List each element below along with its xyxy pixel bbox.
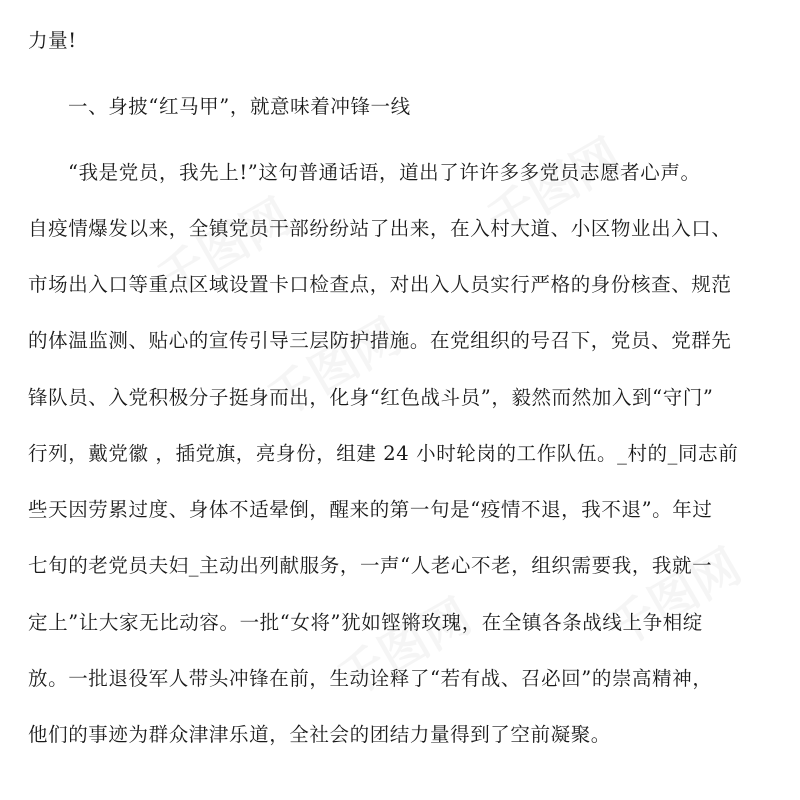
text-line: 些天因劳累过度、身体不适晕倒，醒来的第一句是“疫情不退，我不退”。年过 [28, 498, 713, 521]
watermark: 千图网 [477, 128, 631, 249]
watermark: 千图网 [147, 188, 301, 309]
text-line: “我是党员，我先上!”这句普通话语，道出了许许多多党员志愿者心声。 [68, 161, 701, 184]
watermark: 千图网 [257, 308, 411, 429]
section-heading: 一、身披“红马甲”，就意味着冲锋一线 [68, 95, 411, 118]
text-line: 放。一批退役军人带头冲锋在前，生动诠释了“若有战、召必回”的崇高精神， [28, 667, 713, 690]
text-line: 力量! [28, 29, 77, 52]
text-line: 锋队员、入党积极分子挺身而出，化身“红色战斗员”，毅然而然加入到“守门” [28, 386, 714, 409]
text-line: 自疫情爆发以来，全镇党员干部纷纷站了出来，在入村大道、小区物业出入口、 [28, 217, 732, 240]
text-line: 七旬的老党员夫妇_主动出列献服务，一声“人老心不老，组织需要我，我就一 [28, 554, 713, 577]
watermark: 千图网 [327, 588, 481, 709]
watermark: 千图网 [597, 538, 751, 659]
text-line: 他们的事迹为群众津津乐道，全社会的团结力量得到了空前凝聚。 [28, 723, 611, 746]
text-line: 行列，戴党徽 ，插党旗，亮身份，组建 24 小时轮岗的工作队伍。_村的_同志前 [28, 442, 739, 465]
text-line: 定上”让大家无比动容。一批“女将”犹如铿锵玫瑰，在全镇各条战线上争相绽 [28, 611, 703, 634]
text-line: 市场出入口等重点区域设置卡口检查点，对出入人员实行严格的身份核查、规范 [28, 273, 732, 296]
text-line: 的体温监测、贴心的宣传引导三层防护措施。在党组织的号召下，党员、党群先 [28, 329, 732, 352]
